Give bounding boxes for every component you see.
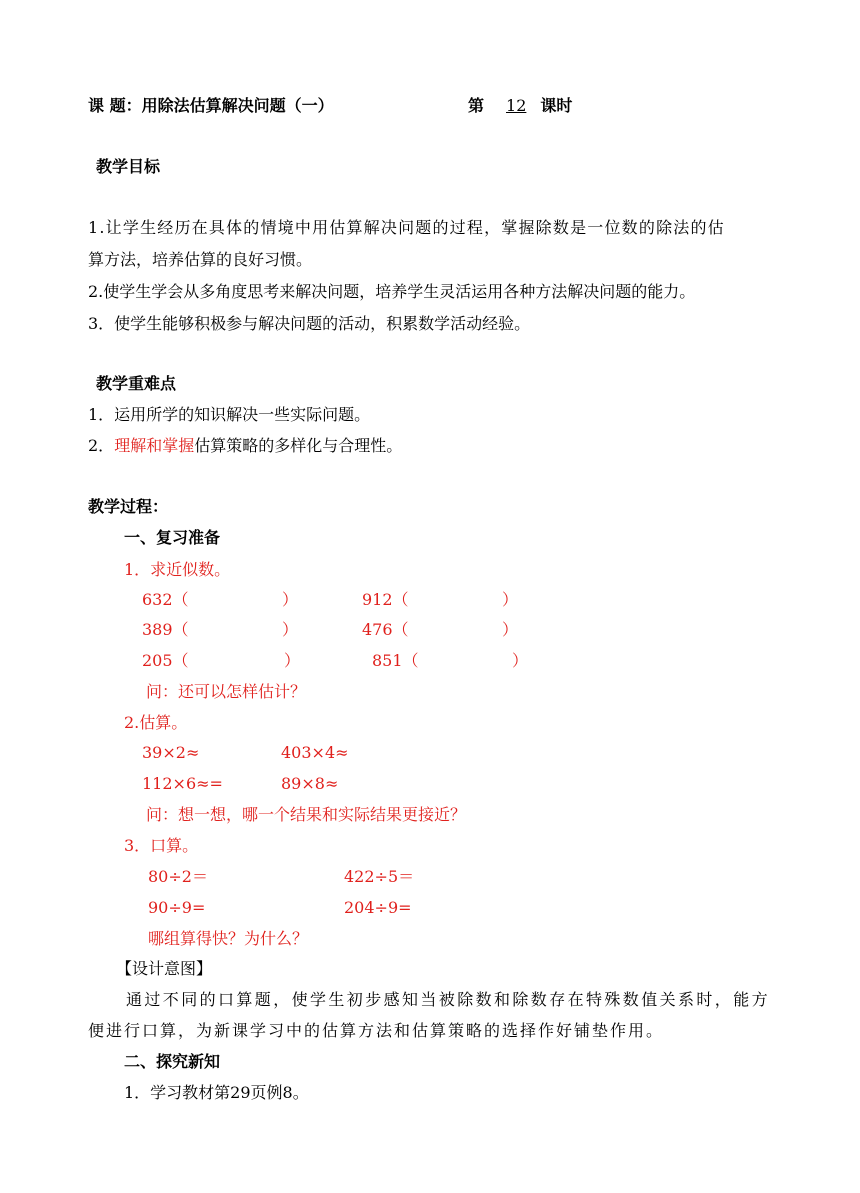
study-item: 1．学习教材第29页例8。	[124, 1083, 309, 1102]
approx-2a-close: ）	[282, 620, 299, 639]
goal-2: 2.使学生学会从多角度思考来解决问题，培养学生灵活运用各种方法解决问题的能力。	[88, 282, 696, 301]
section-2-heading: 二、探究新知	[124, 1052, 221, 1071]
oral-2b: 204÷9=	[344, 898, 412, 917]
goal-1-line-2: 算方法，培养估算的良好习惯。	[88, 250, 313, 269]
lesson-suffix: 课时	[540, 96, 573, 115]
approx-1b-close: ）	[502, 590, 519, 609]
design-heading: 【设计意图】	[116, 959, 213, 978]
goals-heading: 教学目标	[96, 157, 161, 176]
q1-title: 1．求近似数。	[124, 560, 231, 579]
q3-ask: 哪组算得快？为什么？	[148, 929, 309, 948]
oral-1a: 80÷2＝	[148, 867, 208, 886]
design-line-1: 通过不同的口算题，使学生初步感知当被除数和除数存在特殊数值关系时，能方	[126, 990, 771, 1009]
title-label: 课 题：	[88, 96, 142, 115]
key-point-2	[88, 436, 402, 456]
title-text: 用除法估算解决问题（一）	[141, 96, 334, 115]
design-line-2: 便进行口算，为新课学习中的估算方法和估算策略的选择作好铺垫作用。	[88, 1021, 665, 1040]
key-point-2-num: 2．	[88, 436, 115, 455]
approx-1a: 632（	[142, 590, 189, 609]
approx-2a: 389（	[142, 620, 189, 639]
goal-1-line-1: 1.让学生经历在具体的情境中用估算解决问题的过程，掌握除数是一位数的除法的估	[88, 218, 725, 237]
process-heading: 教学过程：	[88, 497, 169, 516]
approx-1a-close: ）	[282, 590, 299, 609]
key-point-1: 1．运用所学的知识解决一些实际问题。	[88, 405, 371, 424]
lesson-prefix: 第	[468, 96, 485, 115]
key-point-2-rest: 估算策略的多样化与合理性。	[194, 436, 403, 455]
estimate-1a: 39×2≈	[142, 743, 200, 762]
lesson-title	[88, 96, 334, 116]
oral-1b: 422÷5＝	[344, 867, 415, 886]
estimate-2b: 89×8≈	[281, 774, 339, 793]
approx-3b: 851（	[372, 651, 419, 670]
estimate-1b: 403×4≈	[281, 743, 349, 762]
approx-3b-close: ）	[512, 651, 529, 670]
q2-ask: 问：想一想，哪一个结果和实际结果更接近？	[146, 805, 467, 824]
approx-2b-close: ）	[502, 620, 519, 639]
goal-3: 3．使学生能够积极参与解决问题的活动，积累数学活动经验。	[88, 314, 531, 333]
approx-1b: 912（	[362, 590, 409, 609]
oral-2a: 90÷9=	[148, 898, 206, 917]
section-1-heading: 一、复习准备	[124, 528, 221, 547]
key-points-heading: 教学重难点	[96, 374, 177, 393]
lesson-number	[468, 96, 572, 116]
approx-2b: 476（	[362, 620, 409, 639]
estimate-2a: 112×6≈=	[142, 774, 223, 793]
q3-title: 3．口算。	[124, 836, 199, 855]
approx-3a: 205（	[142, 651, 189, 670]
approx-3a-close: ）	[284, 651, 301, 670]
q1-ask: 问：还可以怎样估计？	[146, 682, 307, 701]
q2-title: 2.估算。	[124, 713, 188, 732]
key-point-2-highlight: 理解和掌握	[114, 436, 195, 455]
lesson-number-value: 12	[506, 96, 527, 115]
